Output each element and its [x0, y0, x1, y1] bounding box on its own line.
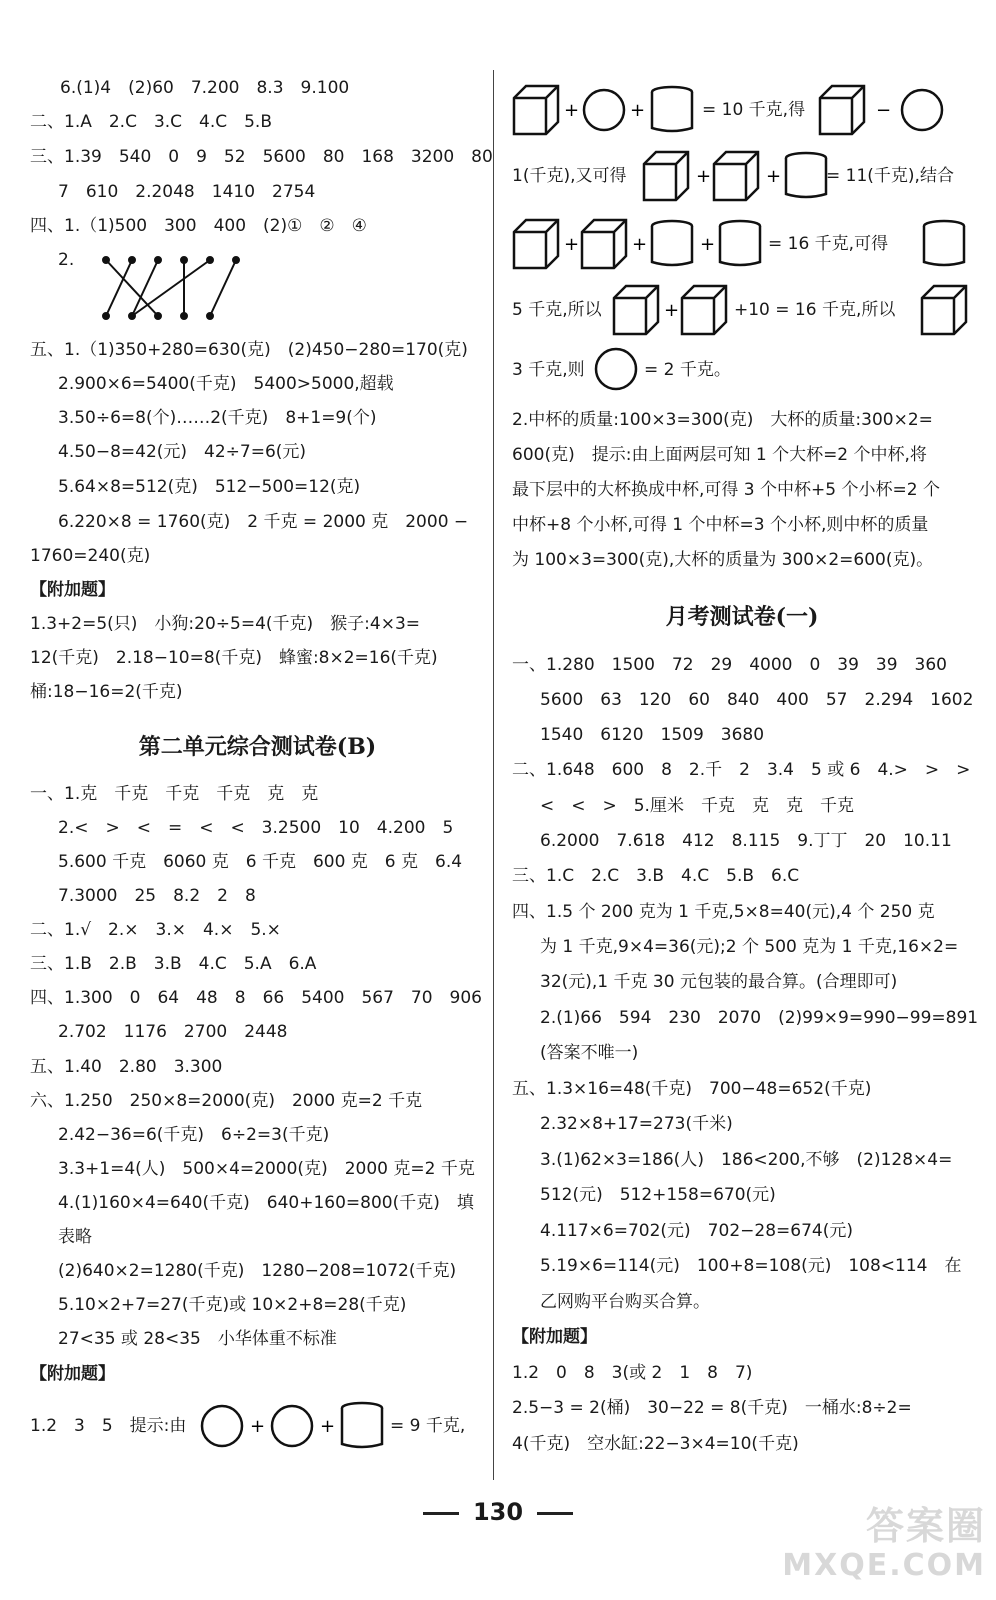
- answer-line: 3.3+1=4(人) 500×4=2000(克) 2000 克=2 千克: [58, 1159, 475, 1179]
- answer-line: +10 = 16 千克,所以: [734, 300, 896, 320]
- answer-line: 32(元),1 千克 30 元包装的最合算。(合理即可): [540, 972, 898, 992]
- answer-line: = 9 千克,: [390, 1416, 466, 1436]
- equation-shapes-circle-circle-cylinder: [200, 1400, 420, 1452]
- answer-line: 512(元) 512+158=670(元): [540, 1185, 776, 1205]
- answer-line: 二、1.648 600 8 2.千 2 3.4 5 或 6 4.> > >: [512, 760, 971, 780]
- answer-line: = 16 千克,可得: [768, 234, 889, 254]
- answer-line: 一、1.克 千克 千克 千克 克 克: [30, 784, 319, 804]
- answer-line: 6.220×8 = 1760(克) 2 千克 = 2000 克 2000 −: [58, 512, 469, 532]
- answer-line: (答案不唯一): [540, 1043, 639, 1063]
- answer-line: 二、1.√ 2.× 3.× 4.× 5.×: [30, 920, 281, 940]
- column-divider: [493, 70, 494, 1480]
- answer-line: 二、1.A 2.C 3.C 4.C 5.B: [30, 112, 273, 132]
- answer-line: 1(千克),又可得: [512, 166, 627, 186]
- answer-line: 5 千克,所以: [512, 300, 602, 320]
- answer-line: 12(千克) 2.18−10=8(千克) 蜂蜜:8×2=16(千克): [30, 648, 438, 668]
- answer-line: 4(千克) 空水缸:22−3×4=10(千克): [512, 1434, 799, 1454]
- answer-line: 2.900×6=5400(千克) 5400>5000,超载: [58, 374, 394, 394]
- answer-line: 2.42−36=6(千克) 6÷2=3(千克): [58, 1125, 330, 1145]
- answer-line: 7 610 2.2048 1410 2754: [58, 182, 316, 202]
- svg-text:+: +: [700, 234, 716, 255]
- svg-text:−: −: [876, 100, 892, 121]
- svg-text:+: +: [564, 100, 580, 121]
- equation-shapes-row-1: [512, 84, 712, 136]
- answer-line: 中杯+8 个小杯,可得 1 个中杯=3 个小杯,则中杯的质量: [512, 515, 929, 535]
- answer-line: 3 千克,则: [512, 360, 585, 380]
- answer-line: 六、1.250 250×8=2000(克) 2000 克=2 千克: [30, 1091, 423, 1111]
- answer-line: 2.中杯的质量:100×3=300(克) 大杯的质量:300×2=: [512, 410, 933, 430]
- watermark-url: MXQE.COM: [782, 1548, 986, 1583]
- answer-line: 五、1.3×16=48(千克) 700−48=652(千克): [512, 1079, 872, 1099]
- footer-dash: [423, 1512, 459, 1515]
- extra-heading: 【附加题】: [30, 580, 115, 600]
- answer-line: 4.(1)160×4=640(千克) 640+160=800(千克) 填: [58, 1193, 474, 1213]
- answer-line: 5.600 千克 6060 克 6 千克 600 克 6 克 6.4: [58, 852, 463, 872]
- watermark-line: 答案圈: [865, 1504, 986, 1548]
- section-title: 月考测试卷(一): [665, 604, 819, 630]
- answer-line: = 10 千克,得: [702, 100, 806, 120]
- svg-text:+: +: [320, 1416, 336, 1437]
- answer-line: 7.3000 25 8.2 2 8: [58, 886, 256, 906]
- answer-line: 乙网购平台购买合算。: [540, 1292, 710, 1312]
- answer-line: 三、1.B 2.B 3.B 4.C 5.A 6.A: [30, 954, 317, 974]
- circle-icon: [594, 346, 638, 392]
- answer-line: 3.(1)62×3=186(人) 186<200,不够 (2)128×4=: [540, 1150, 953, 1170]
- svg-text:+: +: [766, 166, 782, 187]
- matching-lines-diagram: [98, 250, 258, 330]
- answer-line: 27<35 或 28<35 小华体重不标准: [58, 1329, 337, 1349]
- svg-text:+: +: [630, 100, 646, 121]
- equation-shapes-row-3: [512, 218, 782, 270]
- svg-text:+: +: [696, 166, 712, 187]
- answer-line: = 2 千克。: [644, 360, 731, 380]
- answer-line: 三、1.39 540 0 9 52 5600 80 168 3200 80: [30, 147, 493, 167]
- section-title: 第二单元综合测试卷(B): [138, 734, 377, 760]
- extra-heading: 【附加题】: [30, 1364, 115, 1384]
- svg-text:+: +: [664, 300, 680, 321]
- footer-dash: [537, 1512, 573, 1515]
- equation-shapes-row-1b: [818, 84, 968, 136]
- answer-line: 2.(1)66 594 230 2070 (2)99×9=990−99=891: [540, 1008, 979, 1028]
- answer-line: 3.50÷6=8(个)……2(千克) 8+1=9(个): [58, 408, 377, 428]
- extra-heading: 【附加题】: [512, 1327, 597, 1347]
- answer-line: 1760=240(克): [30, 546, 151, 566]
- answer-line: < < > 5.厘米 千克 克 克 千克: [540, 796, 854, 816]
- answer-line: 1.2 0 8 3(或 2 1 8 7): [512, 1363, 753, 1383]
- cylinder-icon: [922, 218, 968, 270]
- answer-line: 6.2000 7.618 412 8.115 9.丁丁 20 10.11: [540, 831, 952, 851]
- answer-line: 2.702 1176 2700 2448: [58, 1022, 288, 1042]
- answer-line: 2.< > < = < < 3.2500 10 4.200 5: [58, 818, 454, 838]
- answer-line: 桶:18−16=2(千克): [30, 682, 183, 702]
- answer-line: 2.: [58, 250, 75, 270]
- answer-line: 4.50−8=42(元) 42÷7=6(元): [58, 442, 307, 462]
- equation-shapes-row-2: [642, 150, 842, 202]
- answer-line: 1.2 3 5 提示:由: [30, 1416, 187, 1436]
- answer-line: 为 1 千克,9×4=36(元);2 个 500 克为 1 千克,16×2=: [540, 937, 959, 957]
- answer-line: 四、1.5 个 200 克为 1 千克,5×8=40(元),4 个 250 克: [512, 902, 935, 922]
- equation-shapes-row-4: [612, 284, 732, 336]
- watermark: [782, 1506, 986, 1586]
- answer-line: 表略: [58, 1227, 92, 1247]
- page-number: 130: [472, 1498, 524, 1526]
- answer-line: 五、1.（1)350+280=630(克) (2)450−280=170(克): [30, 340, 468, 360]
- svg-text:+: +: [564, 234, 580, 255]
- answer-line: 5600 63 120 60 840 400 57 2.294 1602: [540, 690, 974, 710]
- answer-line: 4.117×6=702(元) 702−28=674(元): [540, 1221, 853, 1241]
- svg-text:+: +: [632, 234, 648, 255]
- svg-text:+: +: [250, 1416, 266, 1437]
- answer-line: 2.32×8+17=273(千米): [540, 1114, 733, 1134]
- answer-line: 为 100×3=300(克),大杯的质量为 300×2=600(克)。: [512, 550, 934, 570]
- answer-line: 最下层中的大杯换成中杯,可得 3 个中杯+5 个小杯=2 个: [512, 480, 940, 500]
- answer-line: 5.64×8=512(克) 512−500=12(克): [58, 477, 361, 497]
- answer-line: 四、1.300 0 64 48 8 66 5400 567 70 906: [30, 988, 482, 1008]
- answer-line: 一、1.280 1500 72 29 4000 0 39 39 360: [512, 655, 947, 675]
- answer-line: 五、1.40 2.80 3.300: [30, 1057, 223, 1077]
- cube-icon: [920, 284, 970, 336]
- answer-line: 1.3+2=5(只) 小狗:20÷5=4(千克) 猴子:4×3=: [30, 614, 421, 634]
- answer-line: (2)640×2=1280(千克) 1280−208=1072(千克): [58, 1261, 457, 1281]
- answer-line: 5.19×6=114(元) 100+8=108(元) 108<114 在: [540, 1256, 962, 1276]
- answer-line: 三、1.C 2.C 3.B 4.C 5.B 6.C: [512, 866, 800, 886]
- answer-line: = 11(千克),结合: [826, 166, 954, 186]
- answer-line: 600(克) 提示:由上面两层可知 1 个大杯=2 个中杯,将: [512, 445, 927, 465]
- answer-line: 5.10×2+7=27(千克)或 10×2+8=28(千克): [58, 1295, 407, 1315]
- answer-line: 2.5−3 = 2(桶) 30−22 = 8(千克) 一桶水:8÷2=: [512, 1398, 912, 1418]
- answer-line: 1540 6120 1509 3680: [540, 725, 765, 745]
- answer-line: 6.(1)4 (2)60 7.200 8.3 9.100: [60, 78, 350, 98]
- answer-line: 四、1.（1)500 300 400 (2)① ② ④: [30, 216, 367, 236]
